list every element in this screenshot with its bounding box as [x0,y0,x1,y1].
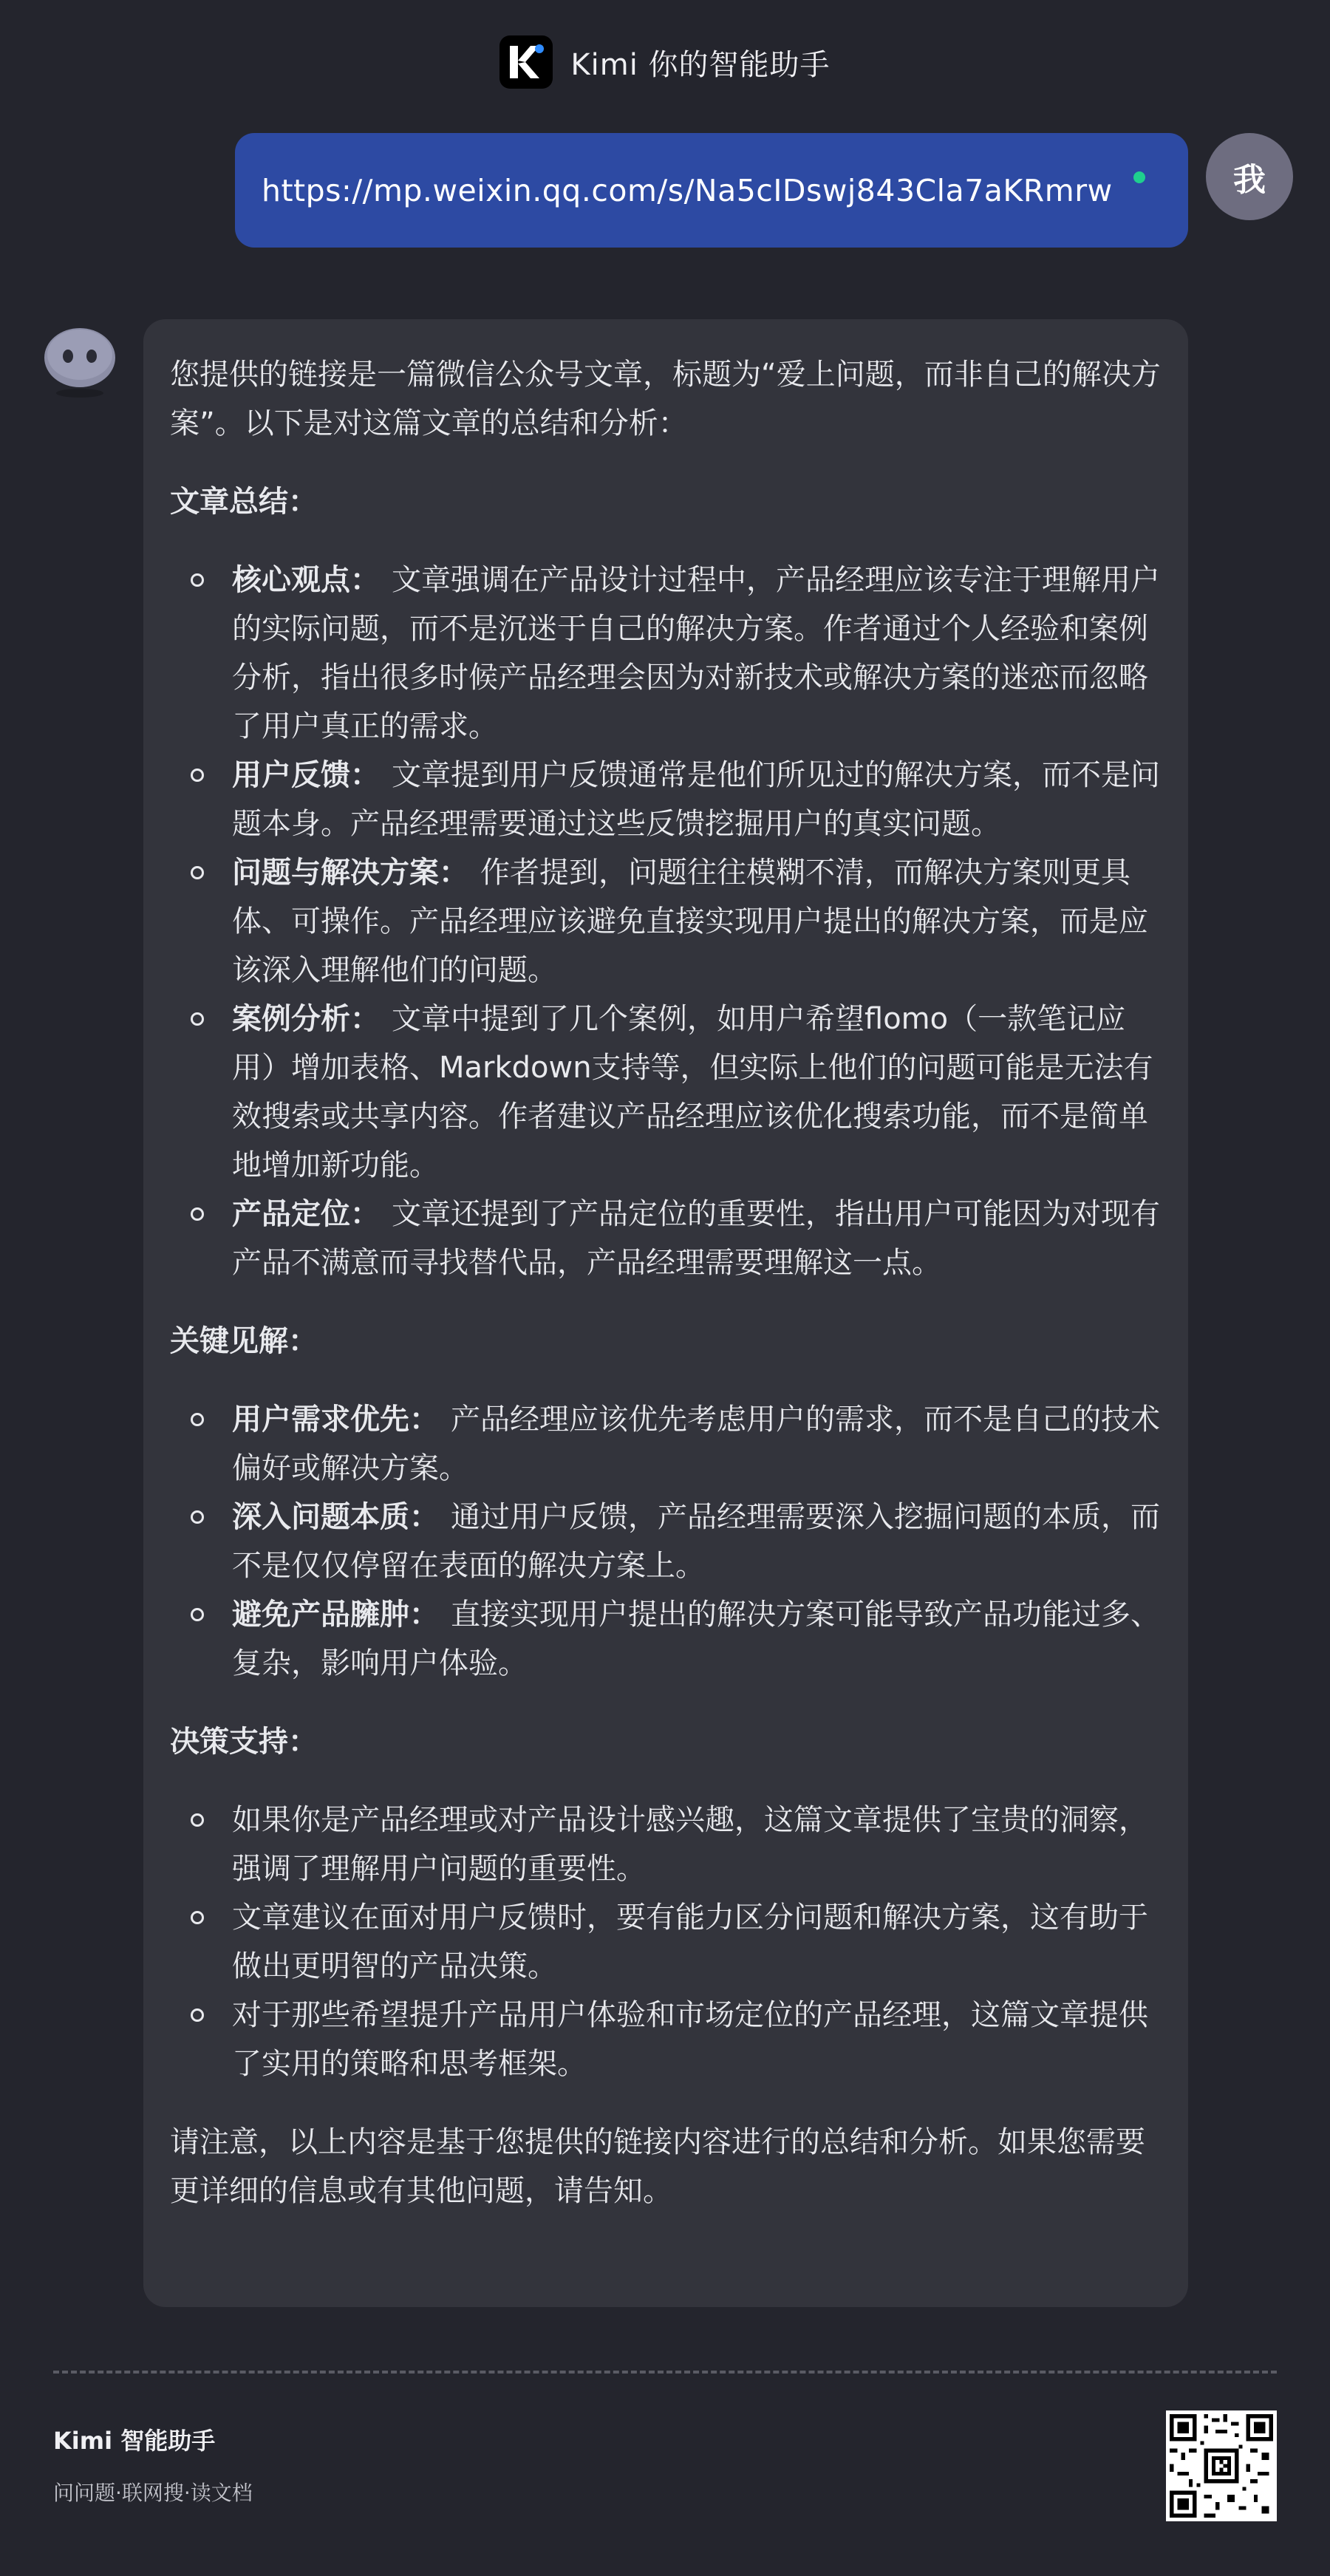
item-text: 文章提到用户反馈通常是他们所见过的解决方案，而不是问题本身。产品经理需要通过这些反馈挖掘用户的真实问题。 [232,758,1160,841]
insights-list [170,1395,1162,1688]
assistant-intro: 您提供的链接是一篇微信公众号文章，标题为“爱上问题，而非自己的解决方案”。以下是对这篇文章的总结和分析： [170,358,1161,440]
footer-tagline: 问问题·联网搜·读文档 [53,2481,253,2505]
item-label: 问题与解决方案： [232,856,468,890]
app-header [0,35,1330,89]
list-item [232,1590,1162,1688]
item-text: 通过用户反馈，产品经理需要深入挖掘问题的本质，而不是仅仅停留在表面的解决方案上。 [232,1500,1160,1583]
list-item [232,1395,1162,1493]
item-label: 用户反馈： [232,758,380,792]
item-label: 核心观点： [232,563,380,597]
qr-code-icon [1166,2410,1277,2521]
user-message-bubble [235,133,1188,248]
app-title: Kimi 你的智能助手 [570,47,831,82]
list-item [232,751,1162,848]
kimi-logo-icon [499,35,553,89]
footer-divider [53,2371,1277,2374]
item-label: 避免产品臃肿： [232,1598,439,1632]
item-text: 作者提到，问题往往模糊不清，而解决方案则更具体、可操作。产品经理应该避免直接实现用户提出的解决方案，而是应该深入理解他们的问题。 [232,856,1148,987]
decision-list [170,1796,1162,2088]
item-text: 直接实现用户提出的解决方案可能导致产品功能过多、复杂，影响用户体验。 [232,1598,1160,1680]
kimi-avatar-icon [41,325,118,402]
section-title-insights: 关键见解： [170,1324,318,1358]
item-text: 文章中提到了几个案例，如用户希望flomo（一款笔记应用）增加表格、Markdown支持等，但实际上他们的问题可能是无法有效搜索或共享内容。作者建议产品经理应该优化搜索功能，而不是简单地增加新功能。 [232,1002,1153,1182]
item-label: 深入问题本质： [232,1500,439,1534]
item-text: 文章建议在面对用户反馈时，要有能力区分问题和解决方案，这有助于做出更明智的产品决策。 [232,1901,1148,1983]
item-label: 案例分析： [232,1002,380,1036]
summary-list [170,556,1162,1287]
item-label: 用户需求优先： [232,1403,439,1437]
list-item [232,1190,1162,1287]
list-item [232,995,1162,1190]
footer-brand: Kimi 智能助手 [53,2427,216,2455]
section-title-summary: 文章总结： [170,485,318,519]
user-avatar: 我 [1206,133,1293,220]
item-text: 如果你是产品经理或对产品设计感兴趣，这篇文章提供了宝贵的洞察，强调了理解用户问题的重要性。 [232,1803,1148,1886]
assistant-closing: 请注意，以上内容是基于您提供的链接内容进行的总结和分析。如果您需要更详细的信息或有其他问题，请告知。 [170,2125,1145,2208]
list-item [232,1796,1162,1893]
section-title-decision: 决策支持： [170,1725,318,1759]
item-label: 产品定位： [232,1197,380,1231]
list-item [232,1991,1162,2088]
list-item [232,848,1162,995]
item-text: 文章强调在产品设计过程中，产品经理应该专注于理解用户的实际问题，而不是沉迷于自己的解决方案。作者通过个人经验和案例分析，指出很多时候产品经理会因为对新技术或解决方案的迷恋而忽略了用户真正的需求。 [232,563,1160,743]
item-text: 文章还提到了产品定位的重要性，指出用户可能因为对现有产品不满意而寻找替代品，产品经理需要理解这一点。 [232,1197,1160,1280]
list-item [232,1893,1162,1991]
item-text: 对于那些希望提升产品用户体验和市场定位的产品经理，这篇文章提供了实用的策略和思考框架。 [232,1998,1148,2081]
list-item [232,1493,1162,1590]
assistant-message-bubble [143,319,1188,2307]
list-item [232,556,1162,751]
status-dot-icon [1133,171,1145,183]
user-message-text[interactable]: https://mp.weixin.qq.com/s/Na5cIDswj843Cla7aKRmrw [262,172,1113,208]
item-text: 产品经理应该优先考虑用户的需求，而不是自己的技术偏好或解决方案。 [232,1403,1160,1485]
